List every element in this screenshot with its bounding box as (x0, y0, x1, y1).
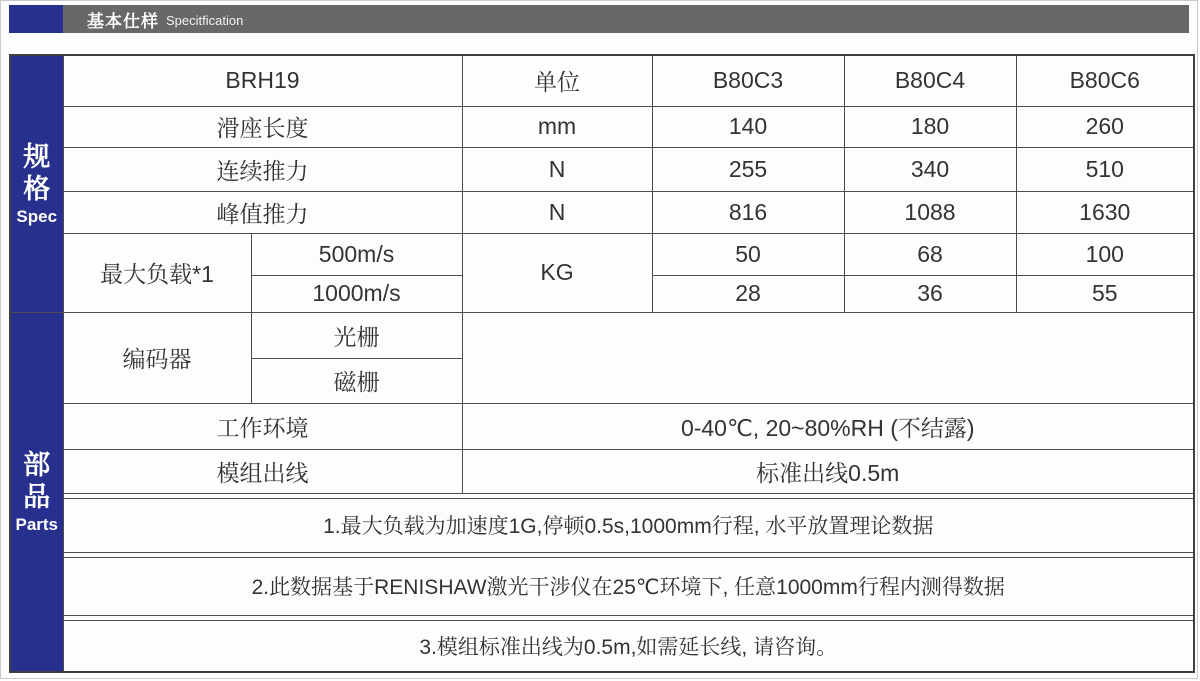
header-accent-block (9, 5, 63, 33)
cell-value: 255 (652, 147, 844, 191)
sidebar-spec-cell (10, 55, 63, 312)
table-row (10, 55, 1194, 106)
cell-unit-header: 单位 (462, 55, 652, 106)
cell-speed-label: 1000m/s (251, 275, 462, 312)
cell-column-b80c3: B80C3 (652, 55, 844, 106)
table-row (10, 403, 1194, 449)
cell-value: 816 (652, 191, 844, 233)
cell-row-label: 峰值推力 (63, 191, 462, 233)
sidebar-spec-label-en: Spec (16, 206, 58, 226)
header-title-bar (63, 5, 1189, 33)
note-2: 2.此数据基于RENISHAW激光干涉仪在25℃环境下, 任意1000mm行程内测得数据 (63, 557, 1194, 615)
section-title-en: Specitfication (166, 13, 244, 28)
table-row (10, 106, 1194, 147)
section-title-zh: 基本仕样 (87, 11, 159, 31)
cell-row-label: 工作环境 (63, 403, 462, 449)
cell-value: 50 (652, 233, 844, 275)
cell-value: 1088 (844, 191, 1016, 233)
cell-cable-value: 标准出线0.5m (462, 449, 1194, 493)
cell-value: 100 (1016, 233, 1194, 275)
cell-unit: N (462, 147, 652, 191)
sidebar-spec-label-zh: 规格 (23, 141, 51, 205)
cell-unit: N (462, 191, 652, 233)
table-row (10, 620, 1194, 672)
table-row (10, 147, 1194, 191)
cell-column-b80c4: B80C4 (844, 55, 1016, 106)
cell-row-label: 模组出线 (63, 449, 462, 493)
section-header (9, 5, 1189, 33)
sidebar-parts-label-zh: 部品 (23, 449, 51, 513)
table-row (10, 449, 1194, 493)
cell-row-label: 滑座长度 (63, 106, 462, 147)
cell-value: 340 (844, 147, 1016, 191)
cell-value: 140 (652, 106, 844, 147)
cell-unit: mm (462, 106, 652, 147)
cell-environment-value: 0-40℃, 20~80%RH (不结露) (462, 403, 1194, 449)
cell-encoder-type: 磁栅 (251, 358, 462, 403)
cell-value: 180 (844, 106, 1016, 147)
spec-table (9, 54, 1195, 673)
cell-max-load-label: 最大负载*1 (63, 233, 251, 312)
note-3: 3.模组标准出线为0.5m,如需延长线, 请咨询。 (63, 620, 1194, 672)
cell-value: 1630 (1016, 191, 1194, 233)
cell-row-label: 连续推力 (63, 147, 462, 191)
cell-model: BRH19 (63, 55, 462, 106)
cell-value: 510 (1016, 147, 1194, 191)
table-row (10, 191, 1194, 233)
cell-unit: KG (462, 233, 652, 312)
sidebar-parts-cell (10, 312, 63, 672)
cell-encoder-label: 编码器 (63, 312, 251, 403)
sidebar-parts-label-en: Parts (15, 514, 59, 534)
cell-value: 36 (844, 275, 1016, 312)
cell-value: 68 (844, 233, 1016, 275)
cell-value: 260 (1016, 106, 1194, 147)
cell-encoder-empty (462, 312, 1194, 403)
cell-value: 28 (652, 275, 844, 312)
table-row (10, 498, 1194, 552)
cell-value: 55 (1016, 275, 1194, 312)
note-1: 1.最大负载为加速度1G,停顿0.5s,1000mm行程, 水平放置理论数据 (63, 498, 1194, 552)
cell-encoder-type: 光栅 (251, 312, 462, 358)
table-row (10, 233, 1194, 275)
cell-speed-label: 500m/s (251, 233, 462, 275)
table-row (10, 557, 1194, 615)
cell-column-b80c6: B80C6 (1016, 55, 1194, 106)
table-row (10, 312, 1194, 358)
